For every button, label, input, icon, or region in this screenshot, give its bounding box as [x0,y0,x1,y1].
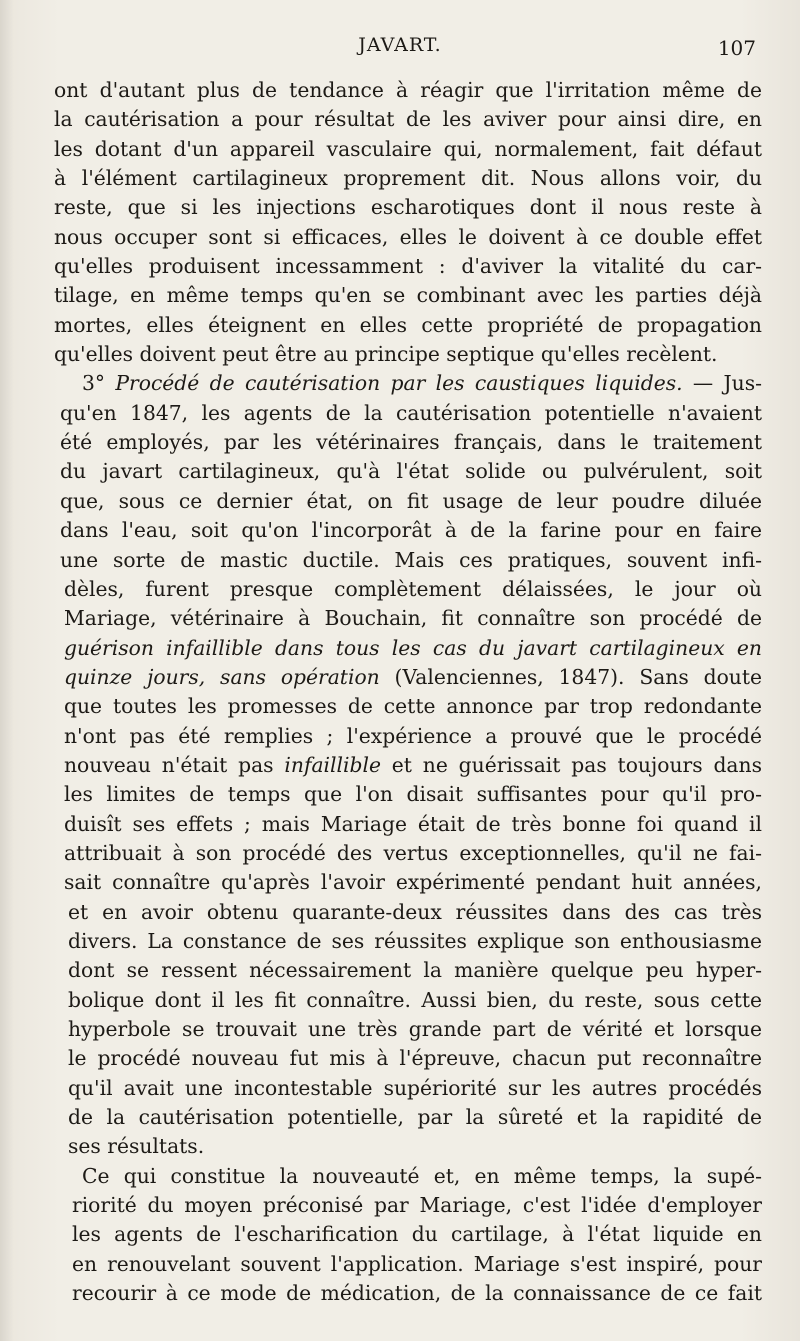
text-line [54,1220,762,1249]
body-text [54,76,762,1308]
italic-text: guérison infaillible dans tous les cas du javart cartilagineux en [64,635,762,660]
text-line [54,1279,762,1308]
text-segment: (Valenciennes, 1847). Sans doute [379,664,763,689]
text-line [54,1250,762,1279]
text-line [54,457,762,486]
text-line [54,1103,762,1132]
text-line [54,1074,762,1103]
text-line [54,105,762,134]
text-segment: le procédé nouveau fut mis à l'épreuve, chacun put reconnaître [68,1046,762,1071]
text-segment: nouveau n'était pas [64,752,285,777]
text-segment: et ne guérissait pas toujours dans [380,752,762,777]
text-segment: n'ont pas été remplies ; l'expérience a prouvé que le procédé [64,723,762,748]
text-line [54,634,762,663]
text-segment: que, sous ce dernier état, on fit usage de leur poudre diluée [60,488,762,513]
text-segment: reste, que si les injections escharotiques dont il nous reste à [54,195,762,220]
text-line [54,692,762,721]
text-segment: qu'elles doivent peut être au principe septique qu'elles recèlent. [54,342,718,367]
text-line [54,281,762,310]
text-segment: divers. La constance de ses réussites explique son enthousiasme [68,928,762,953]
text-segment: Ce qui constitue la nouveauté et, en même temps, la supé- [82,1163,762,1188]
text-segment: bolique dont il les fit connaître. Aussi bien, du reste, sous cette [68,987,762,1012]
text-line [54,252,762,281]
text-segment: qu'elles produisent incessamment : d'aviver la vitalité du car- [54,254,762,279]
text-line [54,604,762,633]
text-segment: sait connaître qu'après l'avoir expérimenté pendant huit années, [64,870,762,895]
text-segment: nous occuper sont si efficaces, elles le doivent à ce double effet [54,224,762,249]
text-line [54,663,762,692]
text-line [54,927,762,956]
text-segment: duisît ses effets ; mais Mariage était de très bonne foi quand il [64,811,762,836]
text-segment: dèles, furent presque complètement délaissées, le jour où [64,576,762,601]
text-segment: que toutes les promesses de cette annonce par trop redondante [64,694,762,719]
italic-text: infaillible [284,752,381,777]
text-line [54,1162,762,1191]
text-line [54,722,762,751]
text-line [54,516,762,545]
text-line [54,575,762,604]
text-line [54,898,762,927]
text-line [54,1015,762,1044]
text-line [54,487,762,516]
text-segment: de la cautérisation potentielle, par la sûreté et la rapidité de [68,1105,762,1130]
text-line [54,428,762,457]
text-line [54,399,762,428]
text-segment: ont d'autant plus de tendance à réagir que l'irritation même de [54,78,762,102]
text-line [54,956,762,985]
text-line [54,311,762,340]
text-segment: riorité du moyen préconisé par Mariage, c'est l'idée d'employer [72,1193,762,1218]
text-line [54,1044,762,1073]
text-segment: dont se ressent nécessairement la manière quelque peu hyper- [68,958,762,983]
text-line [54,839,762,868]
text-segment: dans l'eau, soit qu'on l'incorporât à de la farine pour en faire [60,518,762,543]
text-line [54,164,762,193]
text-line [54,135,762,164]
text-line [54,223,762,252]
text-segment: la cautérisation a pour résultat de les aviver pour ainsi dire, en [54,107,762,132]
text-segment: mortes, elles éteignent en elles cette propriété de propagation [54,312,762,337]
italic-text: Procédé de cautérisation par les caustiques liquides. [115,371,683,396]
text-line [54,780,762,809]
text-line [54,1191,762,1220]
text-segment: qu'en 1847, les agents de la cautérisation potentielle n'avaient [60,400,762,425]
text-segment: ses résultats. [68,1134,205,1159]
text-segment: à l'élément cartilagineux proprement dit. Nous allons voir, du [54,166,762,191]
text-segment: les agents de l'escharification du cartilage, à l'état liquide en [72,1222,762,1247]
text-segment: été employés, par les vétérinaires français, dans le traitement [60,430,762,455]
running-head [0,30,800,62]
text-segment: Mariage, vétérinaire à Bouchain, fit connaître son procédé de [64,606,762,631]
text-segment: du javart cartilagineux, qu'à l'état solide ou pulvérulent, soit [60,459,762,484]
italic-text: quinze jours, sans opération [64,664,380,689]
text-line [54,868,762,897]
text-segment: qu'il avait une incontestable supériorité sur les autres procédés [68,1075,762,1100]
text-line [54,193,762,222]
text-segment: hyperbole se trouvait une très grande part de vérité et lorsque [68,1017,762,1041]
text-segment: une sorte de mastic ductile. Mais ces pratiques, souvent infi- [60,547,762,572]
text-line [54,76,762,105]
text-line [54,369,762,398]
text-line [54,340,762,369]
text-line [54,810,762,839]
text-segment: 3° [82,371,116,396]
text-segment: les dotant d'un appareil vasculaire qui, normalement, fait défaut [54,136,762,161]
text-line [54,751,762,780]
text-segment: tilage, en même temps qu'en se combinant avec les parties déjà [54,283,762,308]
text-segment: en renouvelant souvent l'application. Mariage s'est inspiré, pour [72,1251,762,1276]
text-segment: recourir à ce mode de médication, de la connaissance de ce fait [72,1281,762,1306]
page-number: 107 [717,36,756,60]
text-line [54,1132,762,1161]
running-title: JAVART. [358,34,442,56]
text-segment: attribuait à son procédé des vertus exceptionnelles, qu'il ne fai- [64,840,762,865]
text-segment: et en avoir obtenu quarante-deux réussites dans des cas très [68,899,762,924]
text-segment: — Jus- [682,371,762,396]
text-line [54,546,762,575]
text-segment: les limites de temps que l'on disait suffisantes pour qu'il pro- [64,782,762,807]
text-line [54,986,762,1015]
